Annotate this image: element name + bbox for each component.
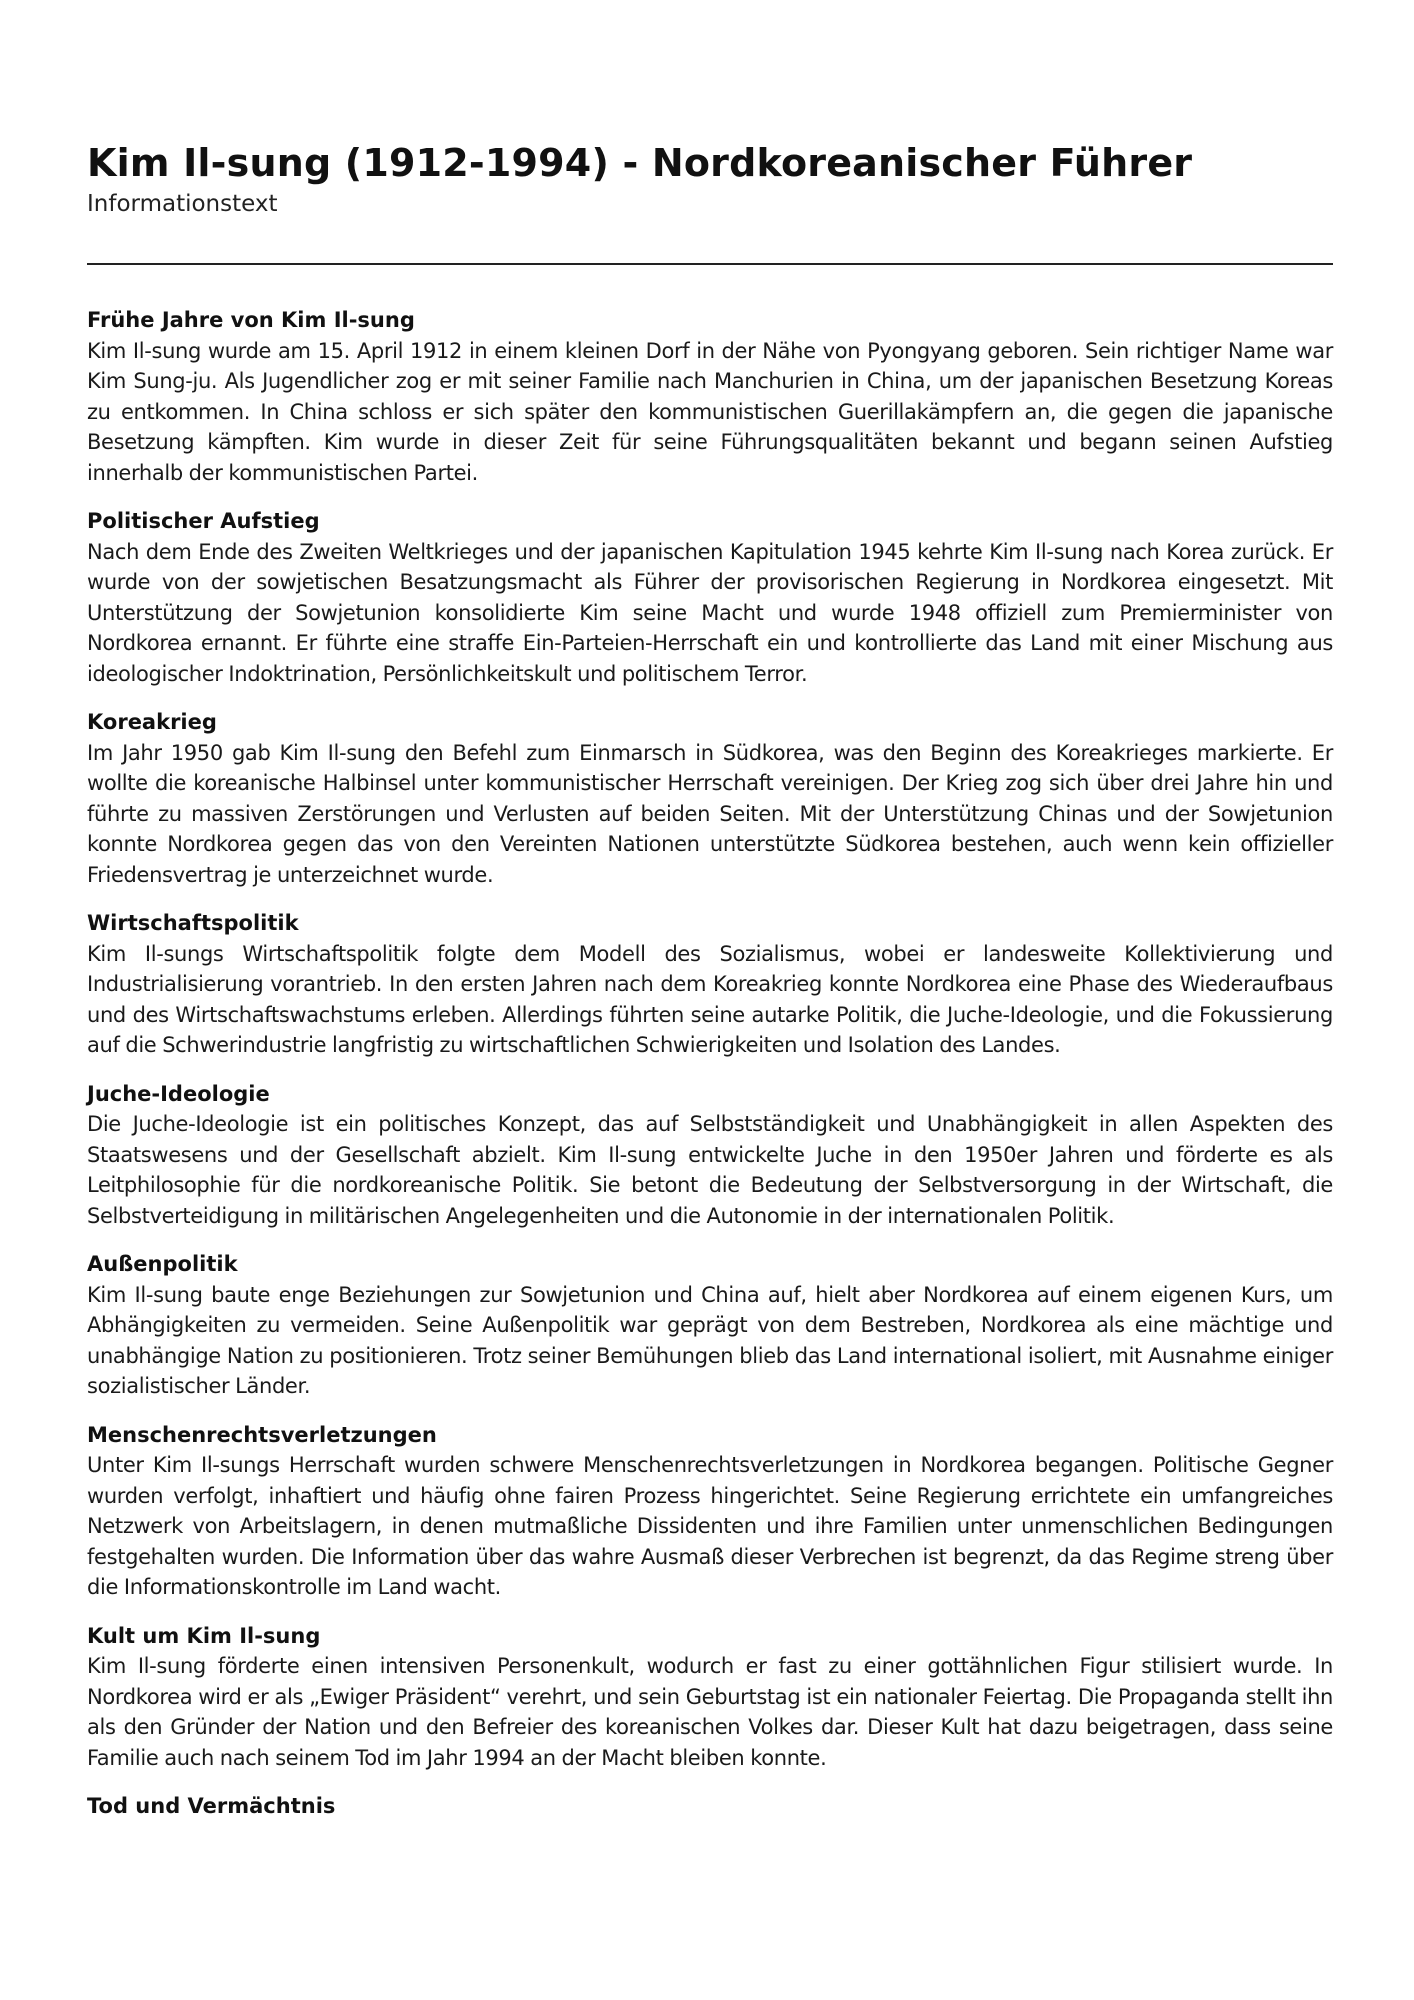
- section-heading: Tod und Vermächtnis: [87, 1794, 336, 1818]
- page-title: Kim Il-sung (1912-1994) - Nordkoreanischer Führer: [87, 141, 1193, 185]
- section-kult: [87, 1621, 1333, 1774]
- section-menschenrechtsverletzungen: [87, 1420, 1333, 1603]
- section-koreakrieg: [87, 707, 1333, 890]
- section-tod-und-vermaechtnis: [87, 1791, 1333, 1822]
- section-heading: Wirtschaftspolitik: [87, 911, 299, 935]
- section-fruehe-jahre: [87, 305, 1333, 488]
- section-paragraph: Die Juche-Ideologie ist ein politisches Konzept, das auf Selbstständigkeit und Unabhängigkeit in allen Aspekten des Staatswesens und der Gesellschaft abzielt. Kim Il-sung entwickelte Juche in den 1950er Jahren und förderte es als Leitphilosophie für die nordkoreanische Politik. Sie betont die Bedeutung der Selbstversorgung in der Wirtschaft, die Selbstverteidigung in militärischen Angelegenheiten und die Autonomie in der internationalen Politik.: [87, 1112, 1333, 1228]
- section-juche-ideologie: [87, 1079, 1333, 1232]
- section-wirtschaftspolitik: [87, 908, 1333, 1061]
- section-heading: Juche-Ideologie: [87, 1081, 270, 1106]
- section-paragraph: Unter Kim Il-sungs Herrschaft wurden schwere Menschenrechtsverletzungen in Nordkorea begangen. Politische Gegner wurden verfolgt, inhaftiert und häufig ohne fairen Prozess hingerichtet. Seine Regierung errichtete ein umfangreiches Netzwerk von Arbeitslagern, in denen mutmaßliche Dissidenten und ihre Familien unter unmenschlichen Bedingungen festgehalten wurden. Die Information über das wahre Ausmaß dieser Verbrechen ist begrenzt, da das Regime streng über die Informationskontrolle im Land wacht.: [87, 1453, 1333, 1599]
- section-paragraph: Kim Il-sung baute enge Beziehungen zur Sowjetunion und China auf, hielt aber Nordkorea auf einem eigenen Kurs, um Abhängigkeiten zu vermeiden. Seine Außenpolitik war geprägt von dem Bestreben, Nordkorea als eine mächtige und unabhängige Nation zu positionieren. Trotz seiner Bemühungen blieb das Land international isoliert, mit Ausnahme einiger sozialistischer Länder.: [87, 1282, 1333, 1398]
- section-heading: Kult um Kim Il-sung: [87, 1623, 321, 1648]
- section-aussenpolitik: [87, 1249, 1333, 1402]
- section-heading: Frühe Jahre von Kim Il-sung: [87, 308, 415, 332]
- section-heading: Außenpolitik: [87, 1252, 238, 1276]
- section-heading: Menschenrechtsverletzungen: [87, 1422, 437, 1447]
- section-politischer-aufstieg: [87, 506, 1333, 689]
- section-paragraph: Nach dem Ende des Zweiten Weltkrieges und der japanischen Kapitulation 1945 kehrte Kim Il-sung nach Korea zurück. Er wurde von der sowjetischen Besatzungsmacht als Führer der provisorischen Regierung in Nordkorea eingesetzt. Mit Unterstützung der Sowjetunion konsolidierte Kim seine Macht und wurde 1948 offiziell zum Premierminister von Nordkorea ernannt. Er führte eine straffe Ein-Parteien-Herrschaft ein und kontrollierte das Land mit einer Mischung aus ideologischer Indoktrination, Persönlichkeitskult und politischem Terror.: [87, 539, 1333, 686]
- section-heading: Politischer Aufstieg: [87, 509, 320, 533]
- section-paragraph: Kim Il-sungs Wirtschaftspolitik folgte dem Modell des Sozialismus, wobei er landesweite Kollektivierung und Industrialisierung vorantrieb. In den ersten Jahren nach dem Koreakrieg konnte Nordkorea eine Phase des Wiederaufbaus und des Wirtschaftswachstums erleben. Allerdings führten seine autarke Politik, die Juche-Ideologie, und die Fokussierung auf die Schwerindustrie langfristig zu wirtschaftlichen Schwierigkeiten und Isolation des Landes.: [87, 941, 1333, 1057]
- document-page: [87, 139, 1333, 1840]
- document-content: [87, 305, 1333, 1822]
- page-subtitle: Informationstext: [87, 191, 278, 217]
- section-paragraph: Im Jahr 1950 gab Kim Il-sung den Befehl zum Einmarsch in Südkorea, was den Beginn des Koreakrieges markierte. Er wollte die koreanische Halbinsel unter kommunistischer Herrschaft vereinigen. Der Krieg zog sich über drei Jahre hin und führte zu massiven Zerstörungen und Verlusten auf beiden Seiten. Mit der Unterstützung Chinas und der Sowjetunion konnte Nordkorea gegen das von den Vereinten Nationen unterstützte Südkorea bestehen, auch wenn kein offizieller Friedensvertrag je unterzeichnet wurde.: [87, 740, 1333, 887]
- title-divider: [87, 263, 1333, 265]
- section-paragraph: Kim Il-sung wurde am 15. April 1912 in einem kleinen Dorf in der Nähe von Pyongyang geboren. Sein richtiger Name war Kim Sung-ju. Als Jugendlicher zog er mit seiner Familie nach Manchurien in China, um der japanischen Besetzung Koreas zu entkommen. In China schloss er sich später den kommunistischen Guerillakämpfern an, die gegen die japanische Besetzung kämpften. Kim wurde in dieser Zeit für seine Führungsqualitäten bekannt und begann seinen Aufstieg innerhalb der kommunistischen Partei.: [87, 338, 1333, 485]
- section-heading: Koreakrieg: [87, 710, 217, 734]
- section-paragraph: Kim Il-sung förderte einen intensiven Personenkult, wodurch er fast zu einer gottähnlichen Figur stilisiert wurde. In Nordkorea wird er als „Ewiger Präsident“ verehrt, und sein Geburtstag ist ein nationaler Feiertag. Die Propaganda stellt ihn als den Gründer der Nation und den Befreier des koreanischen Volkes dar. Dieser Kult hat dazu beigetragen, dass seine Familie auch nach seinem Tod im Jahr 1994 an der Macht bleiben konnte.: [87, 1654, 1333, 1770]
